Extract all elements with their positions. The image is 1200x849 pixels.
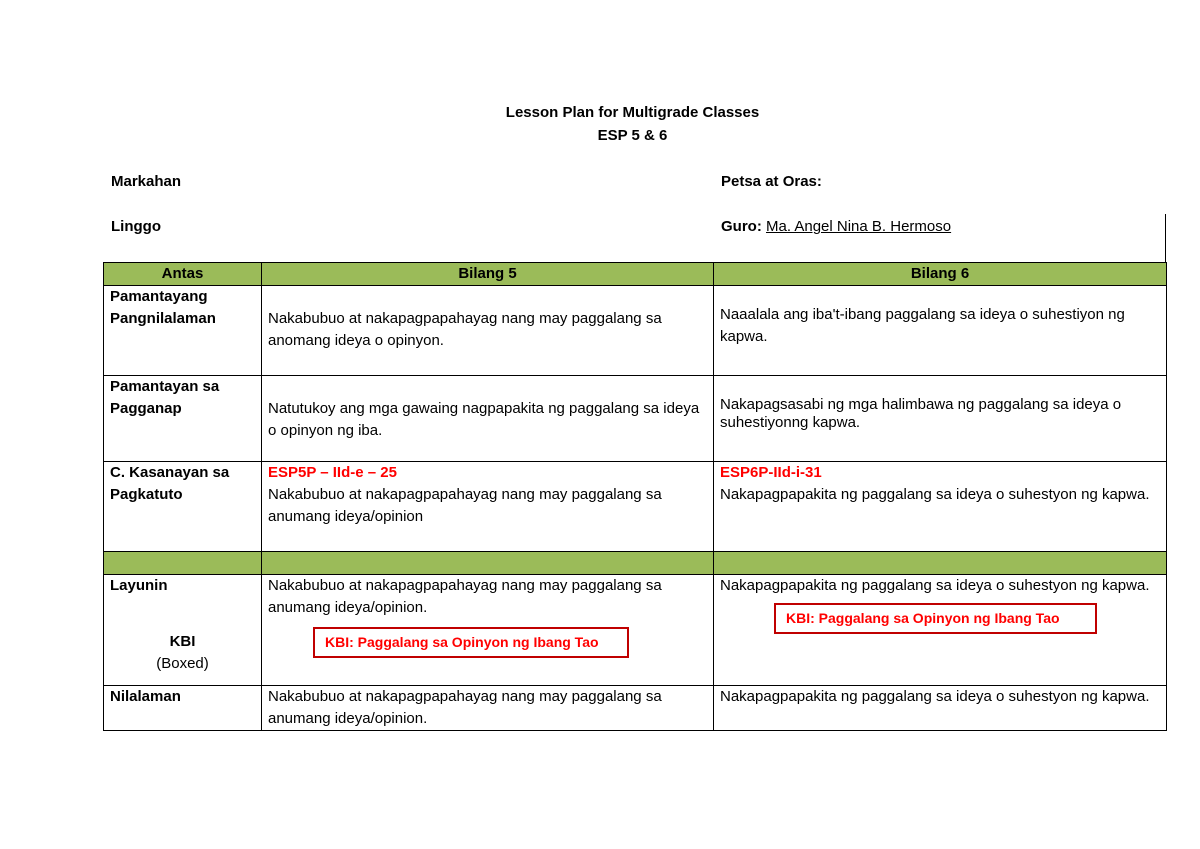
cell-bilang-5 xyxy=(262,462,714,552)
cell-bilang-6 xyxy=(714,286,1167,376)
row-label-line1: Pamantayang xyxy=(110,288,208,305)
kbi-box-wrap xyxy=(313,627,626,658)
row-pamantayan-sa-pagganap xyxy=(104,376,1167,462)
row-label xyxy=(104,575,262,686)
row-label-line1: C. Kasanayan sa xyxy=(110,464,230,481)
cell-bilang-5 xyxy=(262,376,714,462)
kbi-box: KBI: Paggalang sa Opinyon ng Ibang Tao xyxy=(774,603,1097,634)
row-label-line1: Layunin xyxy=(110,577,168,594)
cell-text: Nakabubuo at nakapagpapahayag nang may paggalang sa anomang ideya o opinyon. xyxy=(268,310,662,349)
markahan-label: Markahan xyxy=(111,173,182,190)
row-label-line1: Pamantayan sa xyxy=(110,378,220,395)
cell-bilang-6 xyxy=(714,575,1167,686)
competency-code: ESP5P – IId-e – 25 xyxy=(268,464,397,481)
band-cell xyxy=(262,552,714,575)
row-kasanayan-sa-pagkatuto xyxy=(104,462,1167,552)
document-title: Lesson Plan for Multigrade Classes xyxy=(505,104,760,121)
cell-text: Natutukoy ang mga gawaing nagpapakita ng paggalang sa ideya o opinyon ng iba. xyxy=(268,400,700,439)
cell-bilang-6: Nakapagpapakita ng paggalang sa ideya o suhestyon ng kapwa. xyxy=(714,686,1167,731)
row-label xyxy=(104,462,262,552)
header-antas: Antas xyxy=(104,263,262,286)
band-cell xyxy=(104,552,262,575)
cell-text: Nakapagpapakita ng paggalang sa ideya o suhestyon ng kapwa. xyxy=(720,577,1150,594)
header-bilang-5: Bilang 5 xyxy=(262,263,714,286)
cell-text: Nakapagsasabi ng mga halimbawa ng paggalang sa ideya o suhestiyonng kapwa. xyxy=(720,396,1122,431)
band-cell xyxy=(714,552,1167,575)
linggo-label: Linggo xyxy=(111,218,161,235)
row-label-line2: Pagganap xyxy=(110,400,182,417)
cell-text: Nakabubuo at nakapagpapahayag nang may paggalang sa anumang ideya/opinion. xyxy=(268,577,662,616)
row-layunin xyxy=(104,575,1167,686)
row-label-line2: Pagkatuto xyxy=(110,486,183,503)
cell-bilang-6 xyxy=(714,376,1167,462)
boxed-label: (Boxed) xyxy=(156,655,209,672)
kbi-label: KBI xyxy=(169,633,196,650)
table-header-row xyxy=(104,263,1167,286)
row-label-line2: Pangnilalaman xyxy=(110,310,216,327)
kbi-box-wrap xyxy=(774,603,1074,634)
green-band-row xyxy=(104,552,1167,575)
cell-bilang-6 xyxy=(714,462,1167,552)
document-subtitle: ESP 5 & 6 xyxy=(597,127,668,144)
kbi-box: KBI: Paggalang sa Opinyon ng Ibang Tao xyxy=(313,627,629,658)
competency-code: ESP6P-IId-i-31 xyxy=(720,464,822,481)
cell-bilang-5 xyxy=(262,286,714,376)
petsa-label: Petsa at Oras: xyxy=(721,173,822,190)
guro-label: Guro: xyxy=(721,218,762,235)
row-nilalaman xyxy=(104,686,1167,731)
guro-field xyxy=(721,218,951,235)
cell-bilang-5: Nakabubuo at nakapagpapahayag nang may paggalang sa anumang ideya/opinion. xyxy=(262,686,714,731)
cell-bilang-5 xyxy=(262,575,714,686)
lesson-plan-table xyxy=(103,262,1167,731)
cell-text: Naaalala ang iba't-ibang paggalang sa ideya o suhestiyon ng kapwa. xyxy=(720,306,1125,345)
row-label xyxy=(104,286,262,376)
cell-text: Nakapagpapakita ng paggalang sa ideya o suhestyon ng kapwa. xyxy=(720,486,1150,503)
kbi-label-group xyxy=(110,631,255,675)
row-label xyxy=(104,376,262,462)
right-rule xyxy=(1165,214,1166,262)
row-label: Nilalaman xyxy=(104,686,262,731)
row-pamantayang-pangnilalaman xyxy=(104,286,1167,376)
header-bilang-6: Bilang 6 xyxy=(714,263,1167,286)
cell-text: Nakabubuo at nakapagpapahayag nang may paggalang sa anumang ideya/opinion xyxy=(268,486,662,525)
guro-value: Ma. Angel Nina B. Hermoso xyxy=(766,218,952,235)
